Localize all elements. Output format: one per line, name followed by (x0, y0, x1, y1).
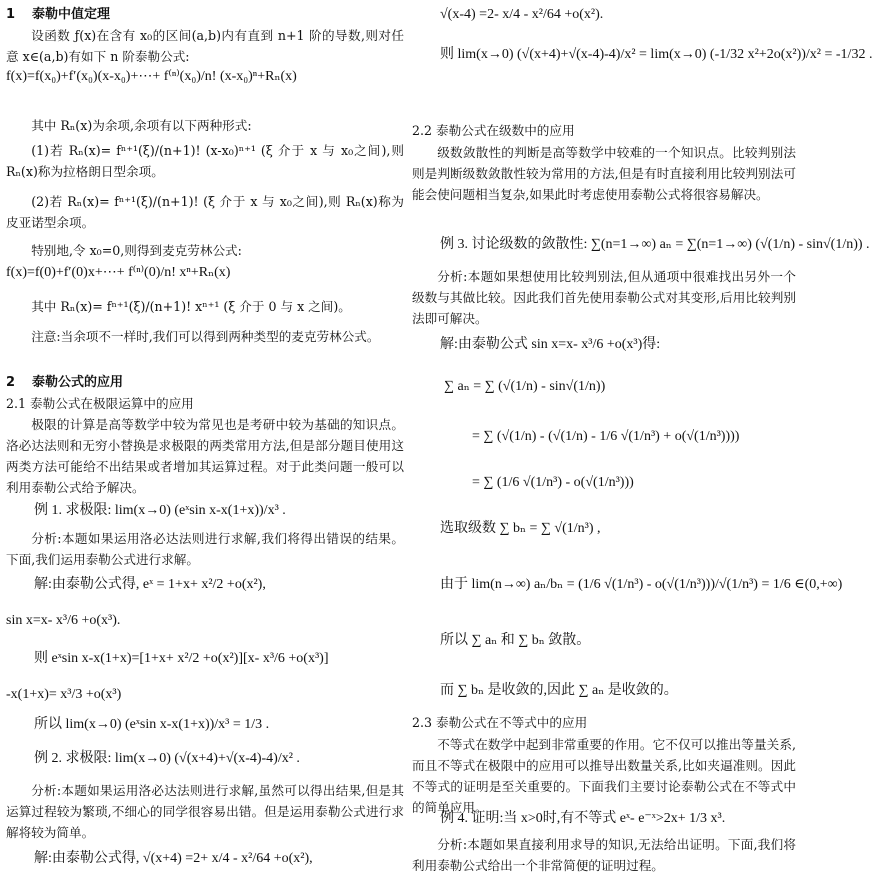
solution-3-line-1: 解:由泰勒公式 sin x=x- x³/6 +o(x³)得: (440, 337, 661, 352)
solution-3-line-7: 所以 ∑ aₙ 和 ∑ bₙ 敛散。 (440, 633, 591, 648)
para-limit-intro: 极限的计算是高等数学中较为常见也是考研中较为基础的知识点。洛必达法则和无穷小替换是求极限的两类常用方法,但是部分题目使用这两类方法可能给不出结果或者增加其运算过程。对于此类问题一般可以利用泰勒公式给予解决。 (6, 417, 404, 495)
solution-1-line-1: 解:由泰勒公式得, eˣ = 1+x+ x²/2 +o(x²), (34, 577, 266, 592)
subsection-2-2-heading: 2.2 泰勒公式在级数中的应用 (412, 123, 575, 138)
section-2-heading: 2 泰勒公式的应用 (6, 375, 124, 390)
para-peano-remainder: (2)若 Rₙ(x)= fⁿ⁺¹(ξ)/(n+1)! (ξ 介于 x 与 x₀之间),则 Rₙ(x)称为皮亚诺型余项。 (6, 194, 404, 230)
para-inequality-intro: 不等式在数学中起到非常重要的作用。它不仅可以推出等量关系,而且不等式在极限中的应用可以推导出数量关系,比如夹逼准则。因此不等式的证明是至关重要的。下面我们主要讨论泰勒公式在不等式中的简单应用。 (412, 737, 796, 815)
subsection-2-1-heading: 2.1 泰勒公式在极限运算中的应用 (6, 396, 194, 411)
formula-taylor: f(x)=f(x₀)+f′(x₀)(x-x₀)+⋯+ f⁽ⁿ⁾(x₀)/n! (x-x₀)ⁿ+Rₙ(x) (6, 69, 297, 84)
solution-2-line-2: √(x-4) =2- x/4 - x²/64 +o(x²). (440, 7, 604, 22)
solution-1-line-2: sin x=x- x³/6 +o(x³). (6, 613, 121, 628)
example-1: 例 1. 求极限: lim(x→0) (eˣsin x-x(1+x))/x³ . (34, 503, 286, 518)
para-series-intro: 级数敛散性的判断是高等数学中较难的一个知识点。比较判别法则是判断级数敛散性较为常用的方法,但是有时直接利用比较判别法可能会使问题相当复杂,如果此时考虑使用泰勒公式将很容易解决。 (412, 145, 796, 202)
para-maclaurin-remainder: 其中 Rₙ(x)= fⁿ⁺¹(ξ)/(n+1)! xⁿ⁺¹ (ξ 介于 0 与 x 之间)。 (31, 299, 351, 314)
para-maclaurin-intro: 特别地,令 x₀=0,则得到麦克劳林公式: (31, 243, 242, 258)
para-lagrange-remainder: (1)若 Rₙ(x)= fⁿ⁺¹(ξ)/(n+1)! (x-x₀)ⁿ⁺¹ (ξ 介于 x 与 x₀之间),则 Rₙ(x)称为拉格朗日型余项。 (6, 143, 404, 179)
solution-3-line-8: 而 ∑ bₙ 是收敛的,因此 ∑ aₙ 是收敛的。 (440, 683, 678, 698)
solution-1-result: 所以 lim(x→0) (eˣsin x-x(1+x))/x³ = 1/3 . (34, 717, 270, 732)
solution-2-line-1: 解:由泰勒公式得, √(x+4) =2+ x/4 - x²/64 +o(x²), (34, 851, 313, 866)
para-example-4-analysis: 分析:本题如果直接利用求导的知识,无法给出证明。下面,我们将利用泰勒公式给出一个非常简便的证明过程。 (412, 837, 796, 873)
solution-3-line-4: = ∑ (1/6 √(1/n³) - o(√(1/n³))) (472, 475, 634, 490)
solution-3-line-5: 选取级数 ∑ bₙ = ∑ √(1/n³) , (440, 521, 601, 536)
para-example-1-analysis: 分析:本题如果运用洛必达法则进行求解,我们将得出错误的结果。下面,我们运用泰勒公式进行求解。 (6, 531, 404, 567)
solution-2-result: 则 lim(x→0) (√(x+4)+√(x-4)-4)/x² = lim(x→0) (-1/32 x²+2o(x²))/x² = -1/32 . (440, 47, 872, 62)
subsection-2-3-heading: 2.3 泰勒公式在不等式中的应用 (412, 715, 588, 730)
solution-3-line-3: = ∑ (√(1/n) - (√(1/n) - 1/6 √(1/n³) + o(√(1/n³)))) (472, 429, 740, 444)
example-4: 例 4. 证明:当 x>0时,有不等式 eˣ- e⁻ˣ>2x+ 1/3 x³. (440, 811, 726, 826)
solution-3-line-6: 由于 lim(n→∞) aₙ/bₙ = (1/6 √(1/n³) - o(√(1/n³)))/√(1/n³) = 1/6 ∈(0,+∞) (440, 577, 843, 592)
formula-maclaurin: f(x)=f(0)+f′(0)x+⋯+ f⁽ⁿ⁾(0)/n! xⁿ+Rₙ(x) (6, 265, 231, 280)
para-note: 注意:当余项不一样时,我们可以得到两种类型的麦克劳林公式。 (31, 329, 380, 344)
example-2: 例 2. 求极限: lim(x→0) (√(x+4)+√(x-4)-4)/x² . (34, 751, 300, 766)
section-1-heading: 1 泰勒中值定理 (6, 7, 111, 22)
para-example-2-analysis: 分析:本题如果运用洛必达法则进行求解,虽然可以得出结果,但是其运算过程较为繁琐,不细心的同学很容易出错。但是运用泰勒公式进行求解将较为简单。 (6, 783, 404, 840)
solution-3-line-2: ∑ aₙ = ∑ (√(1/n) - sin√(1/n)) (444, 379, 606, 394)
example-3: 例 3. 讨论级数的敛散性: ∑(n=1→∞) aₙ = ∑(n=1→∞) (√(1/n) - sin√(1/n)) . (440, 237, 870, 252)
para-taylor-def: 设函数 ƒ(x)在含有 x₀的区间(a,b)内有直到 n+1 阶的导数,则对任意 x∈(a,b)有如下 n 阶泰勒公式: (6, 28, 404, 64)
solution-1-line-4: -x(1+x)= x³/3 +o(x³) (6, 687, 122, 702)
para-remainder-forms: 其中 Rₙ(x)为余项,余项有以下两种形式: (31, 118, 252, 133)
para-example-3-analysis: 分析:本题如果想使用比较判别法,但从通项中很难找出另外一个级数与其做比较。因此我们首先使用泰勒公式对其变形,后用比较判别法即可解决。 (412, 269, 796, 326)
solution-1-line-3: 则 eˣsin x-x(1+x)=[1+x+ x²/2 +o(x²)][x- x³/6 +o(x³)] (34, 651, 329, 666)
